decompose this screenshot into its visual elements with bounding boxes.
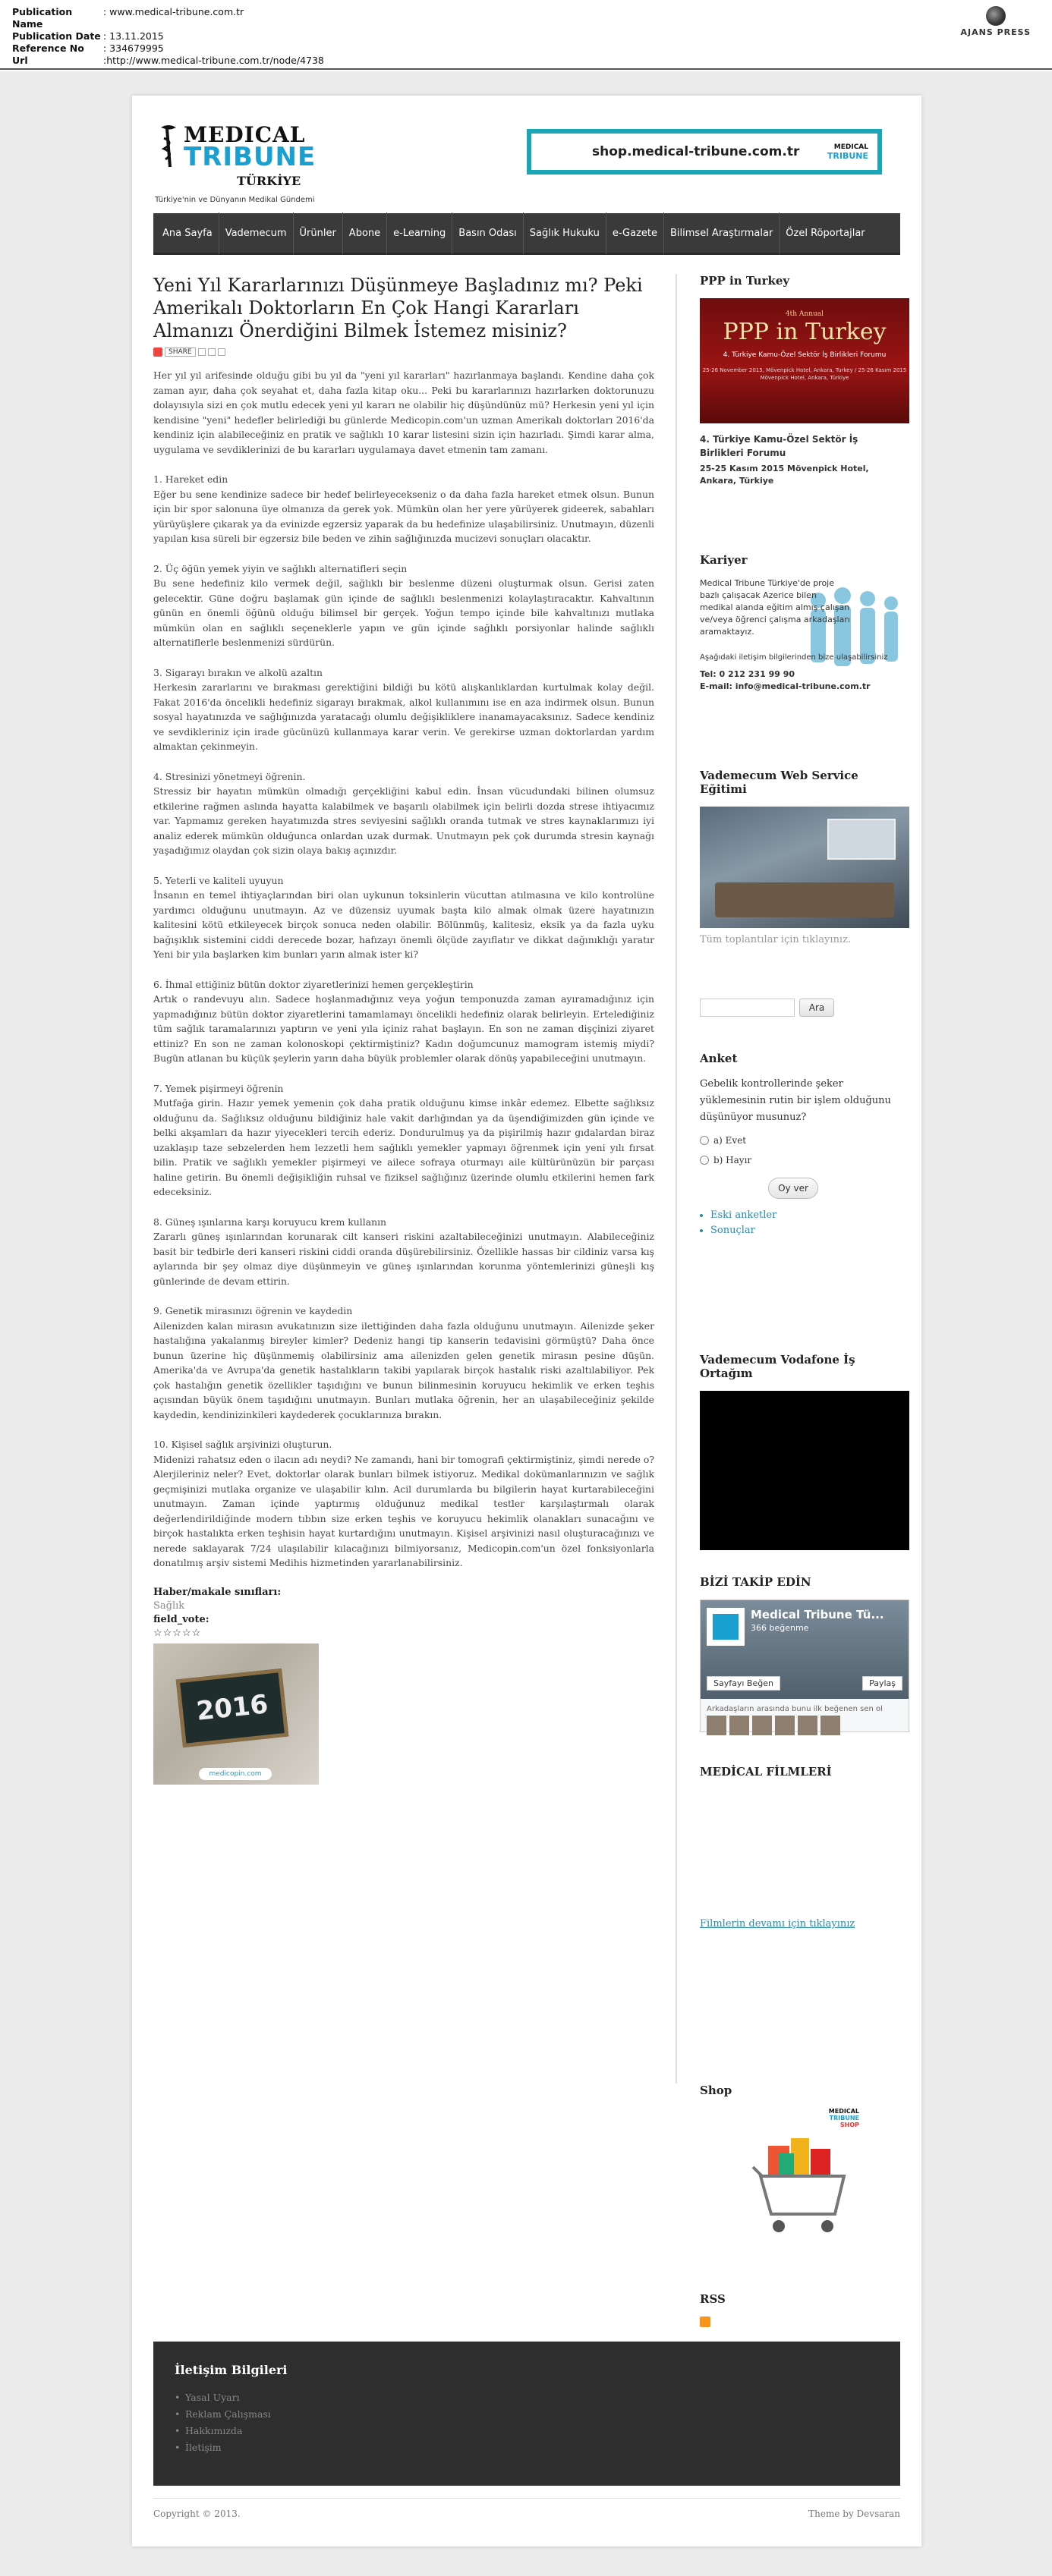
- search-input[interactable]: [700, 999, 795, 1017]
- agency-globe-icon: [986, 6, 1006, 26]
- rss-block: [700, 2292, 905, 2327]
- shop-mini-medical: MEDICAL: [833, 143, 868, 151]
- kariyer-contact-intro: Aşağıdaki iletişim bilgilerinden bize ulaşabilirsiniz: [700, 653, 888, 662]
- fb-page-name[interactable]: Medical Tribune Tü...: [751, 1608, 884, 1621]
- article-paragraph: [153, 1437, 654, 1571]
- kariyer-title: Kariyer: [700, 553, 748, 567]
- video-player[interactable]: [700, 1391, 909, 1550]
- vote-stars[interactable]: ☆☆☆☆☆: [153, 1627, 202, 1639]
- paragraph-text: Ailenizden kalan mirasın avukatınızın size ilettiğinden daha fazla olduğunu unutmayın. Ailenizde şeker hastalığına yakalanmış bireyler kimler? Dedeniz hangi tip kanserin tedavisini görmüştü? Daha önce bunun üzerine hiç düşünmemiş olabilirsiniz ama ailenizden gelen genetik mirasın pesine düşün. Amerika'da ve Avrupa'da genetik hastalıkların takibi yapılarak birçok hastalık riski azaltılabiliyor. Pek çok hastalığın genetik özellikler taşıdığını ve bunun bilinmesinin koruyucu hekimlik ve erken teşhis açısından büyük önem taşıdığını unutmayın. Bunları mutlaka öğrenin, her an ulaşabileceğiniz şekilde kaydedin, kendinizinkileri kaydederek çocuklarınıza bırakın.: [153, 1319, 654, 1420]
- paragraph-heading: 1. Hareket edin: [153, 473, 228, 485]
- article-title: Yeni Yıl Kararlarınızı Düşünmeye Başladınız mı? Peki Amerikalı Doktorların En Çok Hangi Kararları Almanızı Önerdiğini Bilmek İstemez misiniz?: [153, 275, 643, 341]
- poll-option-label: a) Evet: [713, 1135, 747, 1146]
- agency-name: AJANS PRESS: [960, 27, 1031, 37]
- ppp-date: 25-26 November 2015, Mövenpick Hotel, Ankara, Turkey / 25-26 Kasım 2015 Mövenpick Hotel, Ankara, Türkiye: [702, 367, 907, 381]
- search-row: [700, 999, 905, 1017]
- paragraph-text: Zararlı güneş ışınlarından korunarak cilt kanseri riskini azaltabileceğinizi unutmayın. Alabileceğiniz basit bir tedbirle deri kanseri riskini ciddi oranda düşürebilirsiniz. Özellikle hassas bir cildiniz varsa kış aylarında bir şey olmaz diye düşünmeyin ve güneş ışınlarından korunma yöntemlerinizi güneşli kış günlerinde de devam ettirin.: [153, 1231, 654, 1287]
- clip-value: : www.medical-tribune.com.tr: [103, 6, 244, 17]
- shop-banner-url: shop.medical-tribune.com.tr: [592, 144, 800, 159]
- avatar[interactable]: [775, 1716, 795, 1735]
- nav-item-ana-sayfa[interactable]: Ana Sayfa: [156, 212, 219, 254]
- kariyer-banner[interactable]: [700, 577, 909, 706]
- article-paragraph: [153, 1215, 654, 1289]
- fb-share-button[interactable]: Paylaş: [862, 1676, 902, 1691]
- main-nav: [153, 213, 900, 255]
- search-block: [700, 999, 905, 1017]
- logo-medical: MEDICAL: [184, 122, 306, 147]
- share-mini-icon[interactable]: [208, 348, 216, 356]
- footer-title: İletişim Bilgileri: [175, 2363, 288, 2377]
- fb-friends-text: Arkadaşların arasında bunu ilk beğenen sen ol: [707, 1705, 883, 1713]
- category-label: Haber/makale sınıfları:: [153, 1586, 282, 1598]
- shop-banner-inner: [531, 134, 877, 170]
- shop-title: Shop: [700, 2084, 732, 2097]
- chalkboard-text: 2016: [194, 1688, 270, 1727]
- poll-title: Anket: [700, 1052, 738, 1065]
- article-paragraph: [153, 977, 654, 1066]
- share-icon: [153, 348, 162, 357]
- article-paragraph: [153, 769, 654, 858]
- ppp-block: [700, 274, 905, 487]
- radio-no[interactable]: [700, 1156, 709, 1165]
- paragraph-text: Midenizi rahatsız eden o ilacın adı neydi? Ne zamandı, hani bir tomografi çektirmiştiniz, şimdi nerede o? Alerjileriniz neler? Evet, doktorlar olarak bunları bilmek istiyoruz. Medikal dokümanlarınızın ve sağlık geçmişinizi mutlaka organize ve ulaşabilir kılın. Acil durumlarda bu bilgilerin hayat kurtarabileceğini unutmayın. Zaman içinde yaptırmış olduğunuz medikal testler karşılaştırmalı olarak değerlendirildiğinde modern tıbbın size erken teşhis ve koruyucu hekimlik olanakları sunacağını ve birçok hastalıkta erken teşhisin hayat kurtardığını unutmayın. Kişisel arşivinizi nasıl oluşturacağınızı ve nerede saklayarak 7/24 ulaşılabilir kılacağınızı bilmiyorsanız, Medicopin.com'un özel fonksiyonlarla donatılmış arşiv sistemi Medihis hizmetinden yararlanabilirsiniz.: [153, 1453, 654, 1568]
- kariyer-phone: Tel: 0 212 231 99 90: [700, 669, 795, 679]
- poll-option-label: b) Hayır: [713, 1155, 752, 1165]
- shop-banner-logo: [827, 143, 868, 160]
- theme-credit[interactable]: Theme by Devsaran: [808, 2508, 900, 2519]
- share-mini-icon[interactable]: [218, 348, 225, 356]
- paragraph-text: Herkesin zararlarını ve bırakması gerektiğini bildiği bu kötü alışkanlıklardan kurtulmak kolay değil. Fakat 2016'da öncelikli hedefiniz sigarayı bırakmak, alkol kullanımını ise en aza indirmek olsun. Bunun sosyal hayatınızda ve sağlığınızda yaratacağı olumlu değişikliklere inanamayacaksınız. Sadece kendiniz ve sevdikleriniz için irade gücünüzü kullanmaya karar verin. Ve gerekirse uzman doktorlardan yardım almaktan çekinmeyin.: [153, 681, 654, 752]
- paragraph-heading: 3. Sigarayı bırakın ve alkolü azaltın: [153, 666, 323, 678]
- footer-link-ads[interactable]: • Reklam Çalışması: [175, 2406, 879, 2423]
- article-paragraph: [153, 472, 654, 546]
- avatar[interactable]: [707, 1716, 726, 1735]
- fb-like-count: 366 beğenme: [751, 1623, 809, 1633]
- ppp-main: PPP in Turkey: [723, 319, 887, 345]
- shop-banner[interactable]: [527, 129, 882, 175]
- avatar[interactable]: [729, 1716, 749, 1735]
- vote-button[interactable]: Oy ver: [768, 1178, 818, 1199]
- fb-friend-faces: [707, 1716, 840, 1735]
- shop-badge: [829, 2108, 859, 2128]
- article-paragraph: [153, 561, 654, 650]
- paragraph-text: Her yıl yıl arifesinde olduğu gibi bu yıl da "yeni yıl kararları" hazırlanmaya başlandı. Kendine daha çok zaman ayır, daha çok seyahat et, daha fazla kitap oku... Peki bu kararlarınızı hazırlarken doktorunuzu dolayısıyla sizi en çok mutlu edecek yeni yıl kararı ne olabilir hiç düşündünüz mü? Herkesin yeni yıl için kendisine "yeni" hedefler belirlediği bu günlerde Medicopin.com'un uzman Amerikalı doktorları 2016'da kendiniz için alabileceğiniz en pratik ve sağlıklı 10 karar listesini sizin için hazırladı. Şimdi karar alma, uygulama ve sevdiklerinizi de bu kararları uygulamaya davet etmenin tam zamanı.: [153, 370, 654, 455]
- paragraph-heading: 5. Yeterli ve kaliteli uyuyun: [153, 874, 284, 886]
- clip-key: Publication Name: [12, 6, 73, 30]
- shopping-cart-icon: [745, 2131, 859, 2244]
- old-polls-link[interactable]: • Eski anketler: [710, 1208, 905, 1223]
- shop-badge-medical: MEDICAL: [828, 2108, 859, 2115]
- films-title: MEDİCAL FİLMLERİ: [700, 1765, 832, 1779]
- clip-row: [12, 55, 324, 67]
- films-more-link[interactable]: Filmlerin devamı için tıklayınız: [700, 1918, 855, 1930]
- shop-mini-tribune: TRIBUNE: [827, 151, 868, 161]
- nav-item-urunler[interactable]: Ürünler: [294, 212, 343, 254]
- clip-key: Reference No: [12, 42, 84, 54]
- article-paragraph: [153, 665, 654, 754]
- rss-icon[interactable]: [700, 2317, 710, 2327]
- vote-label: field_vote:: [153, 1613, 209, 1625]
- vademecum-ws-caption[interactable]: Tüm toplantılar için tıklayınız.: [700, 934, 852, 945]
- article-paragraph: [153, 873, 654, 962]
- nav-item-e-gazete[interactable]: e-Gazete: [606, 212, 664, 254]
- paragraph-text: Bu sene hedefiniz kilo vermek değil, sağlıklı bir beslenme düzeni oluşturmak olsun. Gerisi zaten gelecektir. Güne doğru başlamak gün içinde de sağlıklı beslenmenizi kolaylaştıracaktır. Kahvaltının günün en önemli öğünü olduğu bilimsel bir gerçek. Yoğun tempo içinde bile kahvaltınızı mutlaka mümkün olan en sağlıklı seçeneklerle yapın ve gün içinde sağlıklı porsiyonlar halinde sağlıklı alternatiflerle beslenmenizi sürdürün.: [153, 577, 654, 648]
- chalkboard: [176, 1668, 289, 1747]
- paragraph-heading: 4. Stresinizi yönetmeyi öğrenin.: [153, 770, 306, 782]
- avatar[interactable]: [752, 1716, 772, 1735]
- meeting-table: [715, 882, 894, 917]
- shop-badge-tribune: TRIBUNE: [829, 2115, 859, 2122]
- search-button[interactable]: Ara: [799, 999, 834, 1017]
- column-divider: [676, 274, 677, 2084]
- paragraph-text: İnsanın en temel ihtiyaçlarından biri olan uykunun toksinlerin vücuttan atılmasına ve kilo kontrolüne yardımcı olduğunu unutmayın. Az ve düzensiz uyumak başta kilo almak olmak üzere hayatınızın kalitesini kötü etkileyecek birçok sonuca neden olabilir. Bölünmüş, kalitesiz, eksik ya da fazla uyku bağışıklık sistemini ciddi derecede bozar, hafızayı önemli ölçüde zayıflatır ve dikkat dağınıklığı yaratır Yeni bir yıla başlarken kim bunları yarın almak ister ki?: [153, 889, 654, 960]
- paragraph-heading: 8. Güneş ışınlarına karşı koruyucu krem kullanın: [153, 1216, 387, 1228]
- kariyer-text: Medical Tribune Türkiye'de proje bazlı çalışacak Azerice bilen medikal alanda eğitim almış çalışan ve/veya öğrenci çalışma arkadaşları aramaktayız.: [700, 578, 850, 637]
- ppp-caption-text: 25-25 Kasım 2015 Mövenpick Hotel, Ankara, Türkiye: [700, 464, 869, 486]
- article-image: [153, 1643, 319, 1785]
- paragraph-heading: 9. Genetik mirasınızı öğrenin ve kaydedin: [153, 1305, 353, 1316]
- kariyer-block: [700, 553, 905, 706]
- vademecum-ws-photo[interactable]: [700, 807, 909, 928]
- site-page: [132, 96, 921, 2546]
- footer-link-contact[interactable]: • İletişim: [175, 2439, 879, 2456]
- paragraph-text: Artık o randevuyu alın. Sadece hoşlanmadığınız veya yoğun temponuzda zaman ayıramadığınız için yapmadığınız bütün doktor ziyaretlerini tamamlamayı öncelikli hedefiniz olarak belirleyin. Ertelediğiniz tüm sağlık taramalarınızı yaptırın ve yeni yıla içiniz rahat başlayın. En son ne zaman dişçinizi ziyaret ettiniz? En son ne zaman kolonoskopi çektirmiştiniz? Kadın doğumcunuz mamogram istemiş miydi? Bugün atlanan bu küçük şeylerin yarın daha büyük problemler olarak dönüş yapabileceğini unutmayın.: [153, 993, 654, 1064]
- poll-option-no[interactable]: [700, 1155, 905, 1165]
- radio-yes[interactable]: [700, 1136, 709, 1145]
- ppp-caption-title: 4. Türkiye Kamu-Özel Sektör İş Birlikleri Forumu: [700, 434, 858, 458]
- site-logo[interactable]: [153, 117, 328, 204]
- vademecum-ws-block: [700, 769, 905, 945]
- nav-item-bilimsel-arastirmalar[interactable]: Bilimsel Araştırmalar: [664, 212, 780, 254]
- follow-title: BİZİ TAKİP EDİN: [700, 1575, 811, 1589]
- logo-turkiye: TÜRKİYE: [237, 174, 301, 188]
- nav-item-abone[interactable]: Abone: [343, 212, 387, 254]
- caduceus-figure-icon: [156, 123, 181, 168]
- ppp-title: PPP in Turkey: [700, 274, 790, 288]
- films-block: [700, 1765, 905, 1930]
- clip-row: [12, 42, 324, 55]
- footer-link-legal[interactable]: • Yasal Uyarı: [175, 2389, 879, 2406]
- clip-key: Url: [12, 55, 28, 66]
- vodafone-title: Vademecum Vodafone İş Ortağım: [700, 1353, 855, 1380]
- article: [153, 274, 654, 1785]
- poll-option-yes[interactable]: [700, 1135, 905, 1146]
- clip-value: : 334679995: [103, 42, 164, 54]
- nav-item-ozel-roportajlar[interactable]: Özel Röportajlar: [786, 227, 865, 239]
- share-widget[interactable]: [153, 347, 654, 357]
- footer: [153, 2342, 900, 2486]
- films-area: [700, 1789, 905, 1918]
- shop-badge-shop: SHOP: [839, 2122, 859, 2128]
- nav-item-basin-odasi[interactable]: Basın Odası: [452, 212, 523, 254]
- fb-avatar[interactable]: [707, 1608, 745, 1646]
- vodafone-block: [700, 1353, 905, 1550]
- fb-like-button[interactable]: Sayfayı Beğen: [707, 1676, 780, 1691]
- paragraph-text: Mutfağa girin. Hazır yemek yemenin çok daha pratik olduğunu kimse inkâr edemez. Elbette sağlıksız olduğunu da. Sağlıksız olduğunu bildiğiniz hale vakit darlığından ya da üşendiğimizden gün içinde ve belki akşamları da hazır yiyecekleri tercih ederiz. Dondurulmuş ya da pişirilmiş hazır gıdalardan biraz uzaklaşıp taze sebzelerden hem lezzetli hem sağlıklı yemekler yapmayı öğrenmek için yeni yılı fırsat bilin. Pratik ve sağlıklı yemekler pişirmeyi ve ailece sofraya oturmayı aile kültürünüzün bir parçası haline getirin. Bu önemli değişikliğin ruhsal ve fiziksel sağlığınız üzerinde olumlu etkilerini hemen fark edeceksiniz.: [153, 1097, 654, 1197]
- agency-logo: [961, 6, 1031, 37]
- clip-value: :http://www.medical-tribune.com.tr/node/4738: [103, 55, 324, 66]
- shop-cart-image[interactable]: [745, 2108, 859, 2244]
- avatar[interactable]: [820, 1716, 840, 1735]
- clip-row: [12, 6, 324, 30]
- logo-tribune: TRIBUNE: [184, 142, 317, 172]
- copyright: Copyright © 2013.: [153, 2508, 241, 2519]
- poll-question: Gebelik kontrollerinde şeker yüklemesinin rutin bir işlem olduğunu düşünüyor musunuz?: [700, 1078, 891, 1123]
- footer-divider: [153, 2498, 900, 2499]
- footer-link-about[interactable]: • Hakkımızda: [175, 2423, 879, 2439]
- article-paragraph: [153, 1304, 654, 1422]
- clip-value: : 13.11.2015: [103, 30, 164, 42]
- share-mini-icon[interactable]: [198, 348, 206, 356]
- paragraph-heading: 2. Üç öğün yemek yiyin ve sağlıklı alternatifleri seçin: [153, 562, 408, 574]
- paragraph-text: Stressiz bir hayatın mümkün olmadığı gerçekliğini kabul edin. İnsan vücudundaki bilinen olumsuz etkilerine rağmen aslında hayatta kalabilmek ve başarılı olabilmek için belirli dozda strese ihtiyacımız var. Yapmamız gereken hayatımızda stres seviyesini sağlıklı oranda tutmak ve stres kaynaklarımızı iyi analiz ederek mümkün olduğunca onlardan uzak durmak. Unutmayın pek çok durumda stresin kaynağı yaşadığımız olaydan çok sizin olaya bakış açınızdır.: [153, 785, 654, 856]
- ppp-banner[interactable]: [700, 298, 909, 423]
- clipping-header: [0, 0, 1052, 70]
- kariyer-email[interactable]: E-mail: info@medical-tribune.com.tr: [700, 681, 871, 691]
- logo-subtitle: Türkiye'nin ve Dünyanın Medikal Gündemi: [155, 196, 315, 204]
- article-meta: [153, 1586, 654, 1785]
- poll-block: [700, 1052, 905, 1238]
- paragraph-text: Eğer bu sene kendinize sadece bir hedef belirleyecekseniz o da daha fazla hareket etmek olsun. Bunun için bir spor salonuna üye olmanıza da gerek yok. Mümkün olan her yere yürüyerek gideerek, sabahları yürüyüşlere çıkarak ya da evinizde egzersiz yaparak da bu hedefinize ulaşabilirsiniz. Unutmayın, düzenli yapılan kısa süreli bir egzersiz bile beden ve zihin sağlığınızda mucizevi sonuçları olacaktır.: [153, 488, 654, 544]
- paragraph-heading: 6. İhmal ettiğiniz bütün doktor ziyaretlerinizi hemen gerçekleştirin: [153, 978, 474, 990]
- follow-block: [700, 1575, 905, 1732]
- nav-item-vademecum[interactable]: Vademecum: [219, 212, 294, 254]
- article-body: [153, 368, 654, 1571]
- rss-title: RSS: [700, 2292, 726, 2306]
- paragraph-heading: 7. Yemek pişirmeyi öğrenin: [153, 1082, 284, 1094]
- poll-links: [700, 1208, 905, 1238]
- facebook-widget: [700, 1599, 909, 1732]
- results-link[interactable]: • Sonuçlar: [710, 1223, 905, 1238]
- article-paragraph: [153, 1081, 654, 1200]
- ppp-sub: 4. Türkiye Kamu-Özel Sektör İş Birlikleri Forumu: [723, 351, 887, 359]
- nav-item-e-learning[interactable]: e-Learning: [387, 212, 452, 254]
- avatar[interactable]: [798, 1716, 817, 1735]
- nav-item-saglik-hukuku[interactable]: Sağlık Hukuku: [524, 212, 606, 254]
- shop-block: [700, 2084, 905, 2244]
- vademecum-ws-title: Vademecum Web Service Eğitimi: [700, 769, 858, 796]
- article-paragraph: [153, 368, 654, 457]
- category-link[interactable]: Sağlık: [153, 1599, 185, 1612]
- ppp-top: 4th Annual: [785, 310, 824, 318]
- clipping-meta: [12, 6, 324, 67]
- share-label[interactable]: SHARE: [165, 348, 196, 357]
- paragraph-heading: 10. Kişisel sağlık arşivinizi oluşturun.: [153, 1439, 332, 1450]
- image-logo: medicopin.com: [199, 1768, 272, 1780]
- projection-screen: [827, 819, 896, 860]
- clip-key: Publication Date: [12, 30, 101, 42]
- clip-row: [12, 30, 324, 42]
- footer-links: [175, 2389, 879, 2456]
